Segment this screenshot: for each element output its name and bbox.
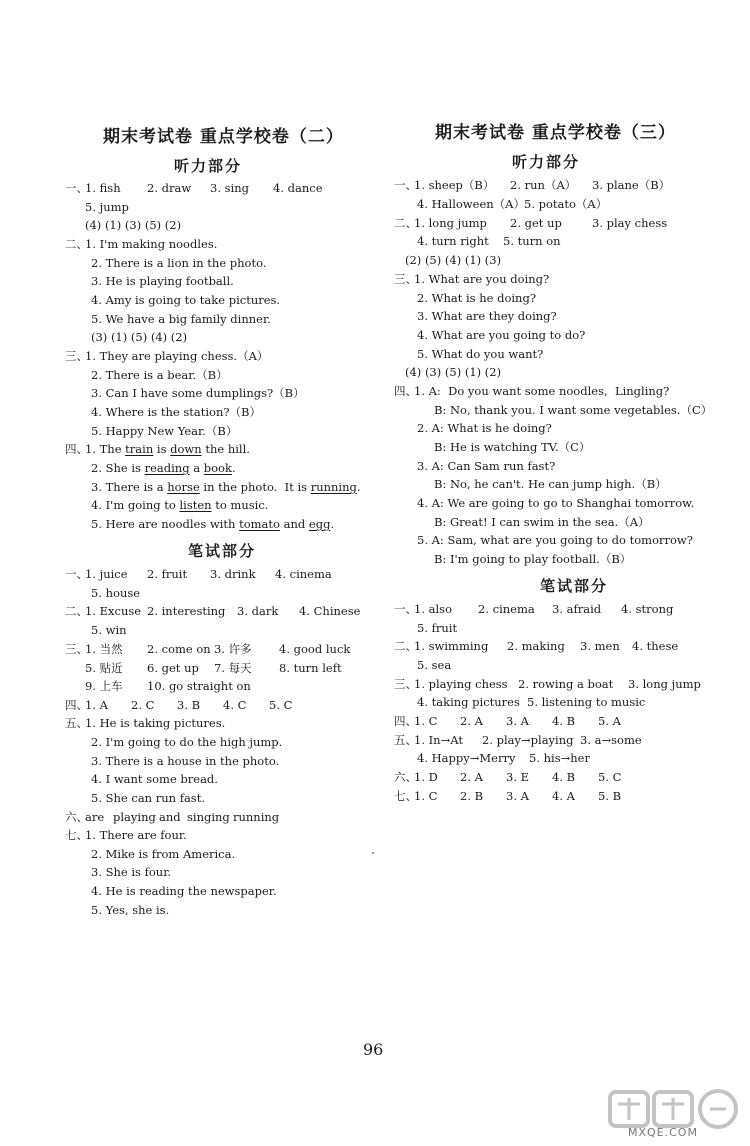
- watermark-text: MXQE.COM: [628, 1126, 698, 1139]
- right-w6-row: 六、 1. D 2. A 3. E 4. B 5. C: [394, 770, 622, 784]
- right-q4-line: B: No, thank you. I want some vegetables.（C）: [434, 403, 713, 417]
- right-w2-row: 二、 1. swimming 2. making 3. men 4. these: [394, 639, 679, 653]
- right-q2-order: (2) (5) (4) (1) (3): [405, 253, 502, 267]
- left-q4-line: 3. There is a horse in the photo. It is running .: [91, 480, 361, 494]
- left-w3-row: 5. 贴近 6. get up 7. 每天 8. turn left: [85, 661, 342, 675]
- right-q4-line: B: Great! I can swim in the sea.（A）: [434, 515, 650, 529]
- right-q2-row: 二、 1. long jump 2. get up 3. play chess: [394, 216, 668, 230]
- right-q3-line: 三、 1. What are you doing?: [394, 272, 550, 286]
- left-w7-line: 4. He is reading the newspaper.: [91, 884, 277, 898]
- left-w1-row: 一、 1. juice 2. fruit 3. drink 4. cinema: [65, 567, 332, 581]
- right-q1-row: 一、 1. sheep（B） 2. run（A） 3. plane（B）: [394, 178, 671, 192]
- left-title: 期末考试卷 重点学校卷（二）: [103, 127, 344, 147]
- left-w5-line: 3. There is a house in the photo.: [91, 754, 280, 768]
- right-w5-row: 五、 1. In→At 2. play→playing 3. a→some: [394, 733, 642, 747]
- right-q1-row: 4. Halloween（A） 5. potato（A）: [417, 197, 608, 211]
- right-listening-heading: 听力部分: [512, 153, 581, 171]
- left-q2-line: 3. He is playing football.: [91, 274, 234, 288]
- right-q4-line: B: No, he can't. He can jump high.（B）: [434, 477, 667, 491]
- right-w4-row: 四、 1. C 2. A 3. A 4. B 5. A: [394, 714, 621, 728]
- right-q4-line: 4. A: We are going to go to Shanghai tomorrow.: [417, 496, 695, 510]
- left-w2-item5: 5. win: [91, 623, 127, 637]
- left-q3-line: 3. Can I have some dumplings?（B）: [91, 386, 305, 400]
- left-q3-line: 4. Where is the station?（B）: [91, 405, 261, 419]
- right-w1-row: 一、 1. also 2. cinema 3. afraid 4. strong: [394, 602, 674, 616]
- left-writing-heading: 笔试部分: [188, 542, 257, 560]
- left-w3-row: 三、 1. 当然 2. come on 3. 许多 4. good luck: [65, 642, 351, 656]
- right-q4-line: 2. A: What is he doing?: [417, 421, 552, 435]
- left-w7-line: 七、 1. There are four.: [65, 828, 187, 842]
- right-q4-line: 四、 1. A: Do you want some noodles, Lingling?: [394, 384, 670, 398]
- left-w3-row: 9. 上车 10. go straight on: [85, 679, 251, 693]
- right-w3-row: 三、 1. playing chess 2. rowing a boat 3. long jump: [394, 677, 701, 691]
- left-q2-line: 4. Amy is going to take pictures.: [91, 293, 281, 307]
- left-w7-line: 3. She is four.: [91, 865, 172, 879]
- right-w1-item5: 5. fruit: [417, 621, 458, 635]
- right-q4-line: B: He is watching TV.（C）: [434, 440, 591, 454]
- right-q3-line: 4. What are you going to do?: [417, 328, 586, 342]
- right-q4-line: 5. A: Sam, what are you going to do tomorrow?: [417, 533, 693, 547]
- left-q3-line: 5. Happy New Year.（B）: [91, 424, 238, 438]
- left-w5-line: 2. I'm going to do the high jump.: [91, 735, 283, 749]
- left-q4-line: 四、 1. The train is down the hill.: [65, 442, 250, 456]
- right-q3-order: (4) (3) (5) (1) (2): [405, 365, 502, 379]
- left-q2-line: 二、 1. I'm making noodles.: [65, 237, 218, 251]
- left-w2-row: 二、 1. Excuse 2. interesting 3. dark 4. Chinese: [65, 604, 361, 618]
- right-w2-item5: 5. sea: [417, 658, 452, 672]
- left-q2-order: (3) (1) (5) (4) (2): [91, 330, 188, 344]
- left-q1-order: (4) (1) (3) (5) (2): [85, 218, 182, 232]
- right-q3-line: 2. What is he doing?: [417, 291, 536, 305]
- left-q3-line: 2. There is a bear.（B）: [91, 368, 228, 382]
- right-w5-row: 4. Happy→Merry 5. his→her: [417, 751, 590, 765]
- left-q1-item5: 5. jump: [85, 200, 129, 214]
- left-w5-line: 五、 1. He is taking pictures.: [65, 716, 226, 730]
- left-q2-line: 2. There is a lion in the photo.: [91, 256, 267, 270]
- right-w7-row: 七、 1. C 2. B 3. A 4. A 5. B: [394, 789, 622, 803]
- left-q4-line: 5. Here are noodles with tomato and egg .: [91, 517, 335, 531]
- left-w5-line: 5. She can run fast.: [91, 791, 205, 805]
- page-number: 96: [363, 1040, 384, 1059]
- right-title: 期末考试卷 重点学校卷（三）: [435, 123, 676, 143]
- left-q3-line: 三、 1. They are playing chess.（A）: [65, 349, 269, 363]
- left-q2-line: 5. We have a big family dinner.: [91, 312, 271, 326]
- right-q4-line: B: I'm going to play football.（B）: [434, 552, 632, 566]
- right-q2-row: 4. turn right 5. turn on: [417, 234, 561, 248]
- left-q1-row: 一、 1. fish 2. draw 3. sing 4. dance: [65, 181, 323, 195]
- right-q4-line: 3. A: Can Sam run fast?: [417, 459, 556, 473]
- left-w1-item5: 5. house: [91, 586, 141, 600]
- right-writing-heading: 笔试部分: [540, 577, 609, 595]
- left-listening-heading: 听力部分: [174, 157, 243, 175]
- left-w7-line: 2. Mike is from America.: [91, 847, 236, 861]
- right-w3-row: 4. taking pictures 5. listening to music: [417, 695, 646, 709]
- left-w7-line: 5. Yes, she is.: [91, 903, 170, 917]
- stray-mark: [372, 852, 374, 854]
- left-w6-row: 六、 are playing and singing running: [65, 810, 280, 824]
- left-w5-line: 4. I want some bread.: [91, 772, 218, 786]
- left-q4-line: 2. She is reading a book .: [91, 461, 236, 475]
- left-q4-line: 4. I'm going to listen to music.: [91, 498, 269, 512]
- left-w4-row: 四、 1. A 2. C 3. B 4. C 5. C: [65, 698, 293, 712]
- right-q3-line: 5. What do you want?: [417, 347, 544, 361]
- right-q3-line: 3. What are they doing?: [417, 309, 557, 323]
